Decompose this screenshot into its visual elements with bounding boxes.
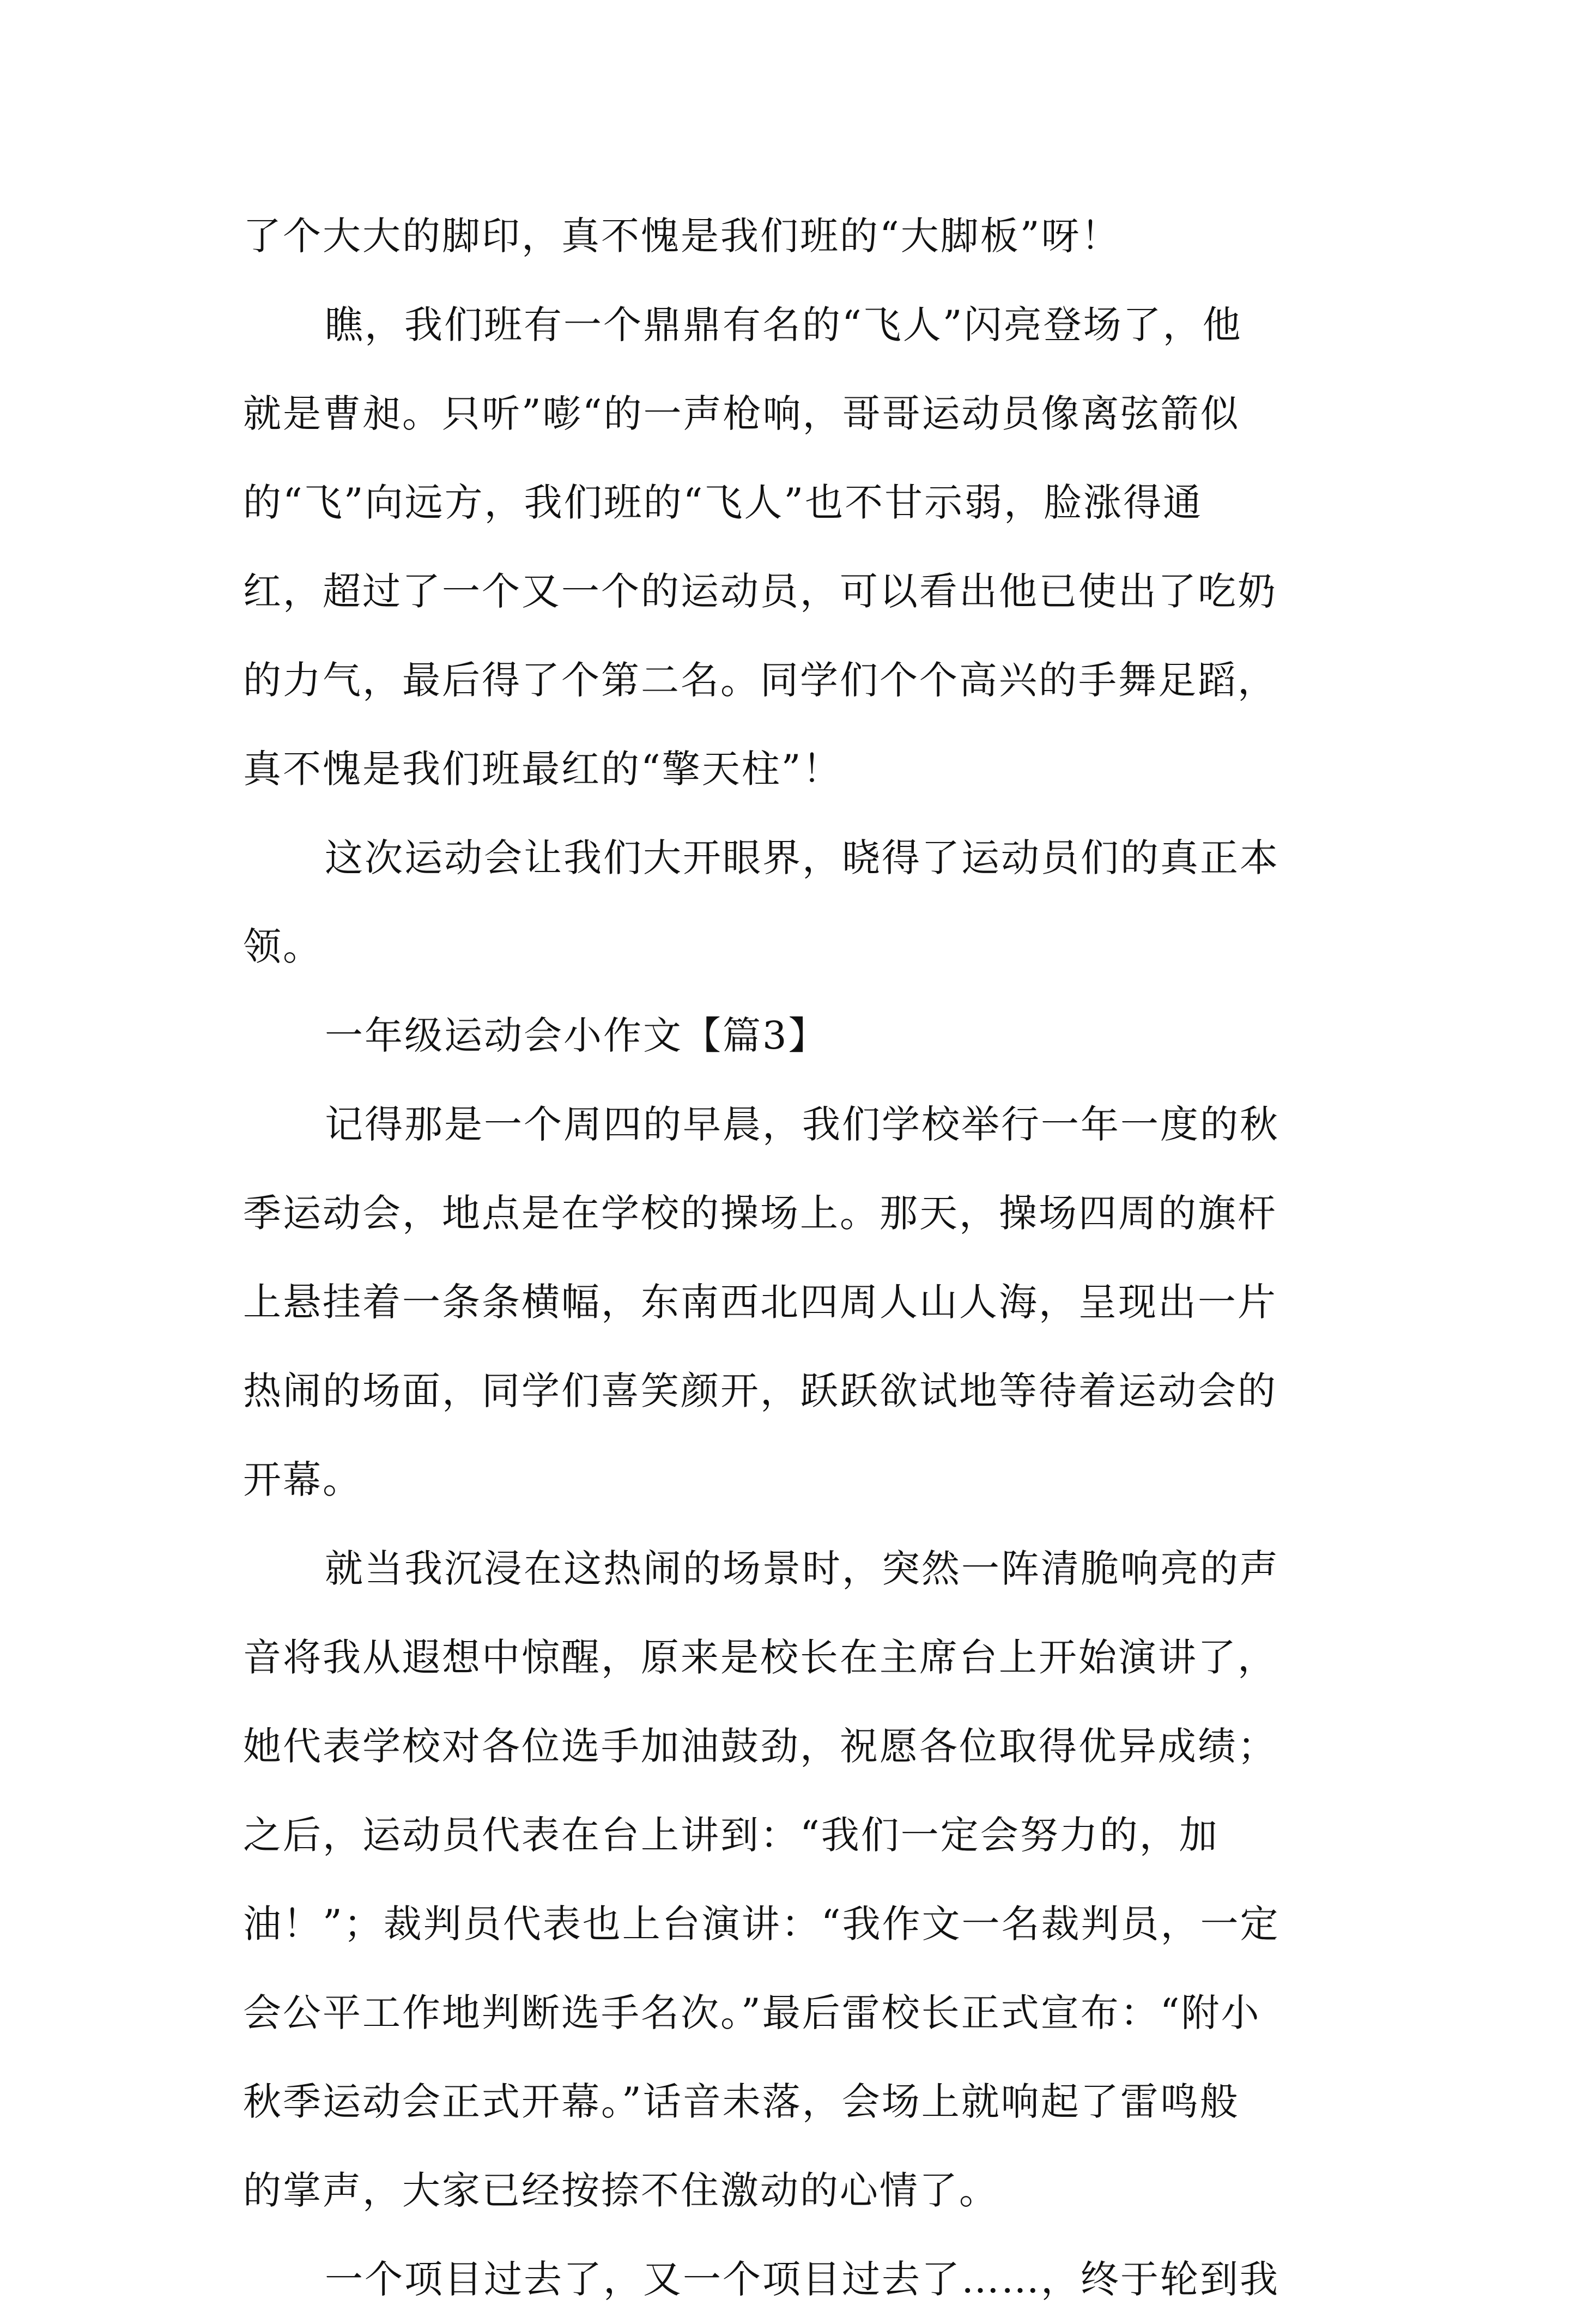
text-line: 了个大大的脚印，真不愧是我们班的“大脚板”呀！ [243, 214, 1121, 258]
text-line: 红，超过了一个又一个的运动员，可以看出他已使出了吃奶 [243, 569, 1277, 614]
text-line: 记得那是一个周四的早晨，我们学校举行一年一度的秋 [325, 1102, 1279, 1147]
text-line: 之后，运动员代表在台上讲到：“我们一定会努力的，加 [243, 1813, 1219, 1857]
text-line: 领。 [243, 924, 323, 969]
text-line: 一个项目过去了，又一个项目过去了……，终于轮到我 [325, 2257, 1279, 2302]
text-line: 音将我从遐想中惊醒，原来是校长在主席台上开始演讲了， [243, 1635, 1277, 1680]
text-line: 上悬挂着一条条横幅，东南西北四周人山人海，呈现出一片 [243, 1280, 1277, 1324]
text-line: 的力气，最后得了个第二名。同学们个个高兴的手舞足蹈， [243, 658, 1277, 703]
text-line: 就是曹昶。只听”嘭“的一声枪响，哥哥运动员像离弦箭似 [243, 391, 1240, 436]
text-line: 季运动会，地点是在学校的操场上。那天，操场四周的旗杆 [243, 1191, 1277, 1236]
text-line: 的掌声，大家已经按捺不住激动的心情了。 [243, 2168, 999, 2213]
text-line: 热闹的场面，同学们喜笑颜开，跃跃欲试地等待着运动会的 [243, 1369, 1277, 1413]
text-line: 真不愧是我们班最红的“擎天柱”！ [243, 747, 842, 791]
text-line: 的“飞”向远方，我们班的“飞人”也不甘示弱，脸涨得通 [243, 480, 1203, 525]
essay-text-body [243, 192, 1366, 2324]
text-line: 油！”；裁判员代表也上台演讲：“我作文一名裁判员，一定 [243, 1902, 1280, 1946]
text-line: 瞧，我们班有一个鼎鼎有名的“飞人”闪亮登场了，他 [325, 302, 1242, 347]
text-line: 这次运动会让我们大开眼界，晓得了运动员们的真正本 [325, 836, 1279, 880]
text-line: 就当我沉浸在这热闹的场景时，突然一阵清脆响亮的声 [325, 1546, 1279, 1591]
text-line: 她代表学校对各位选手加油鼓劲，祝愿各位取得优异成绩； [243, 1724, 1277, 1769]
text-line: 一年级运动会小作文【篇3】 [325, 1013, 828, 1058]
text-line: 会公平工作地判断选手名次。”最后雷校长正式宣布：“附小 [243, 1990, 1261, 2035]
text-line: 秋季运动会正式开幕。”话音未落，会场上就响起了雷鸣般 [243, 2079, 1240, 2124]
text-line: 开幕。 [243, 1457, 362, 1502]
